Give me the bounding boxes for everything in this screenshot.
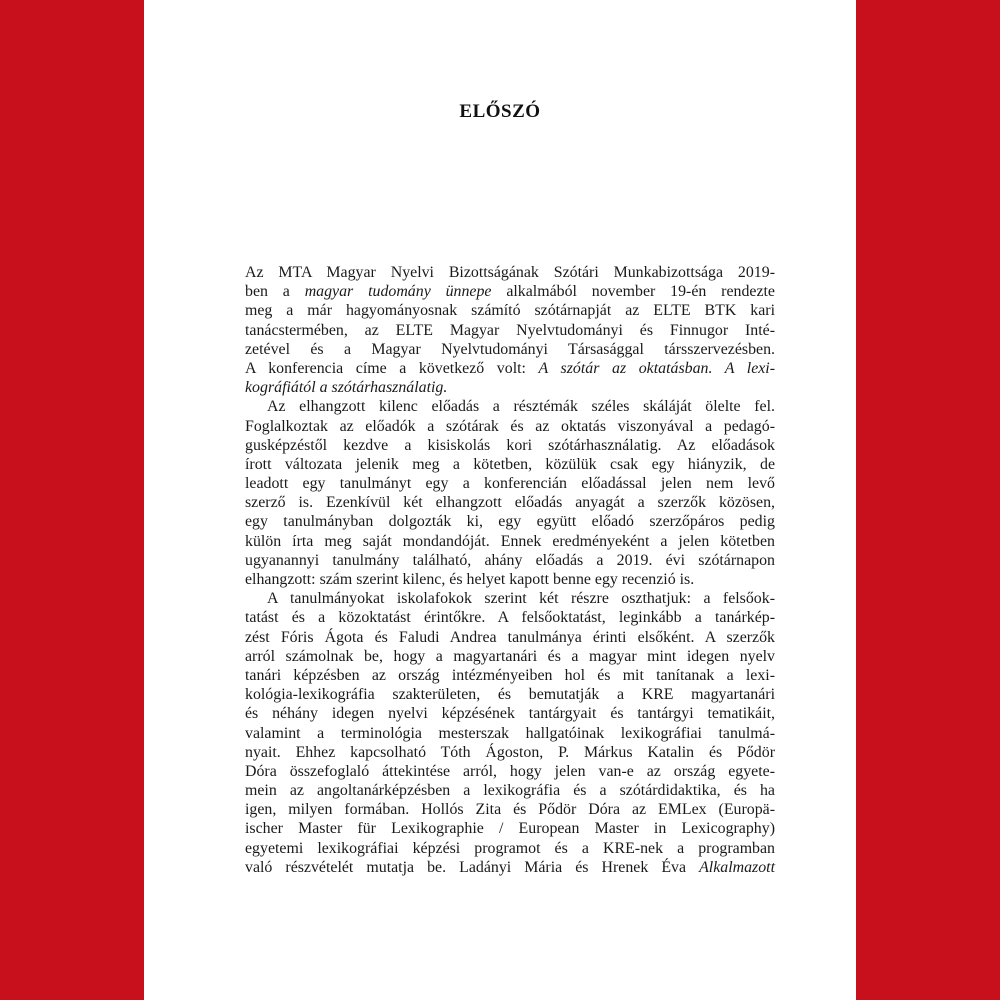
text-line: tanácstermében, az ELTE Magyar Nyelvtudományi és Finnugor Inté-: [245, 321, 775, 339]
text-line: és néhány idegen nyelvi képzésének tantárgyait és tantárgyi tematikáit,: [245, 705, 775, 723]
text-line: zetével és a Magyar Nyelvtudományi Társasággal társszervezésben.: [245, 340, 775, 358]
text-line: gusképzéstől kezdve a kisiskolás kori szótárhasználatig. Az előadások: [245, 436, 775, 454]
text-line: szerző is. Ezenkívül két elhangzott előadás anyagát a szerzők közösen,: [245, 494, 775, 512]
text-line: ischer Master für Lexikographie / European Master in Lexicography): [245, 820, 775, 838]
body-text: [245, 263, 775, 877]
page-title: ELŐSZÓ: [459, 101, 541, 122]
text-line: mein az angoltanárképzésben a lexikográfia és a szótárdidaktika, és ha: [245, 782, 775, 800]
text-line: Dóra összefoglaló áttekintése arról, hogy jelen van-e az ország egyete-: [245, 762, 775, 780]
text-line: Az MTA Magyar Nyelvi Bizottságának Szótári Munkabizottsága 2019-: [245, 264, 775, 281]
text-line: elhangzott: szám szerint kilenc, és helyet kapott benne egy recenzió is.: [245, 571, 695, 588]
paragraph-1: [245, 263, 775, 397]
text-line: igen, milyen formában. Hollós Zita és Pődör Dóra az EMLex (Europä-: [245, 801, 775, 819]
paragraph-3: [245, 589, 775, 877]
text-line: kográfiától a szótárhasználatig.: [245, 379, 448, 397]
text-line: ben a magyar tudomány ünnepe alkalmából november 19-én rendezte: [245, 283, 775, 301]
text-line: A konferencia címe a következő volt: A szótár az oktatásban. A lexi-: [245, 359, 776, 377]
text-line: Az elhangzott kilenc előadás a résztémák széles skáláját ölelte fel.: [267, 398, 775, 416]
text-line: egy tanulmányban dolgozták ki, egy együtt előadó szerzőpáros pedig: [245, 513, 775, 531]
book-page: [144, 0, 856, 1000]
text-line: leadott egy tanulmányt egy a konferencián előadással jelen nem levő: [245, 475, 775, 493]
text-line: arról számolnak be, hogy a magyartanári és a magyar mint idegen nyelv: [245, 647, 775, 665]
text-line: zést Fóris Ágota és Faludi Andrea tanulmánya érinti elsőként. A szerzők: [245, 628, 775, 646]
text-line: ugyanannyi tanulmány található, ahány előadás a 2019. évi szótárnapon: [245, 551, 775, 569]
text-line: nyait. Ehhez kapcsolható Tóth Ágoston, P. Márkus Katalin és Pődör: [245, 743, 775, 761]
text-line: Foglalkoztak az előadók a szótárak és az oktatás viszonyával a pedagó-: [245, 417, 775, 435]
text-line: A tanulmányokat iskolafokok szerint két részre oszthatjuk: a felsőok-: [267, 590, 775, 608]
text-line: meg a már hagyományosnak számító szótárnapját az ELTE BTK kari: [245, 302, 775, 320]
text-line: tanári képzésben az ország intézményeiben hol és mit tanítanak a lexi-: [245, 666, 775, 684]
text-line: egyetemi lexikográfiai képzési programot és a KRE-nek a programban: [245, 839, 775, 857]
text-line: külön írta meg saját mondandóját. Ennek eredményeként a jelen kötetben: [245, 532, 775, 550]
text-line: tatást és a közoktatást érintőkre. A felsőoktatást, leginkább a tanárkép-: [245, 609, 775, 627]
text-line: valamint a terminológia mesterszak hallgatóinak lexikográfiai tanulmá-: [245, 724, 775, 742]
text-line: való részvételét mutatja be. Ladányi Mária és Hrenek Éva Alkalmazott: [245, 858, 775, 876]
text-line: írott változata jelenik meg a kötetben, közülük csak egy hiányzik, de: [245, 455, 775, 473]
paragraph-2: [245, 397, 775, 589]
text-line: kológia-lexikográfia szakterületen, és bemutatják a KRE magyartanári: [245, 686, 775, 704]
